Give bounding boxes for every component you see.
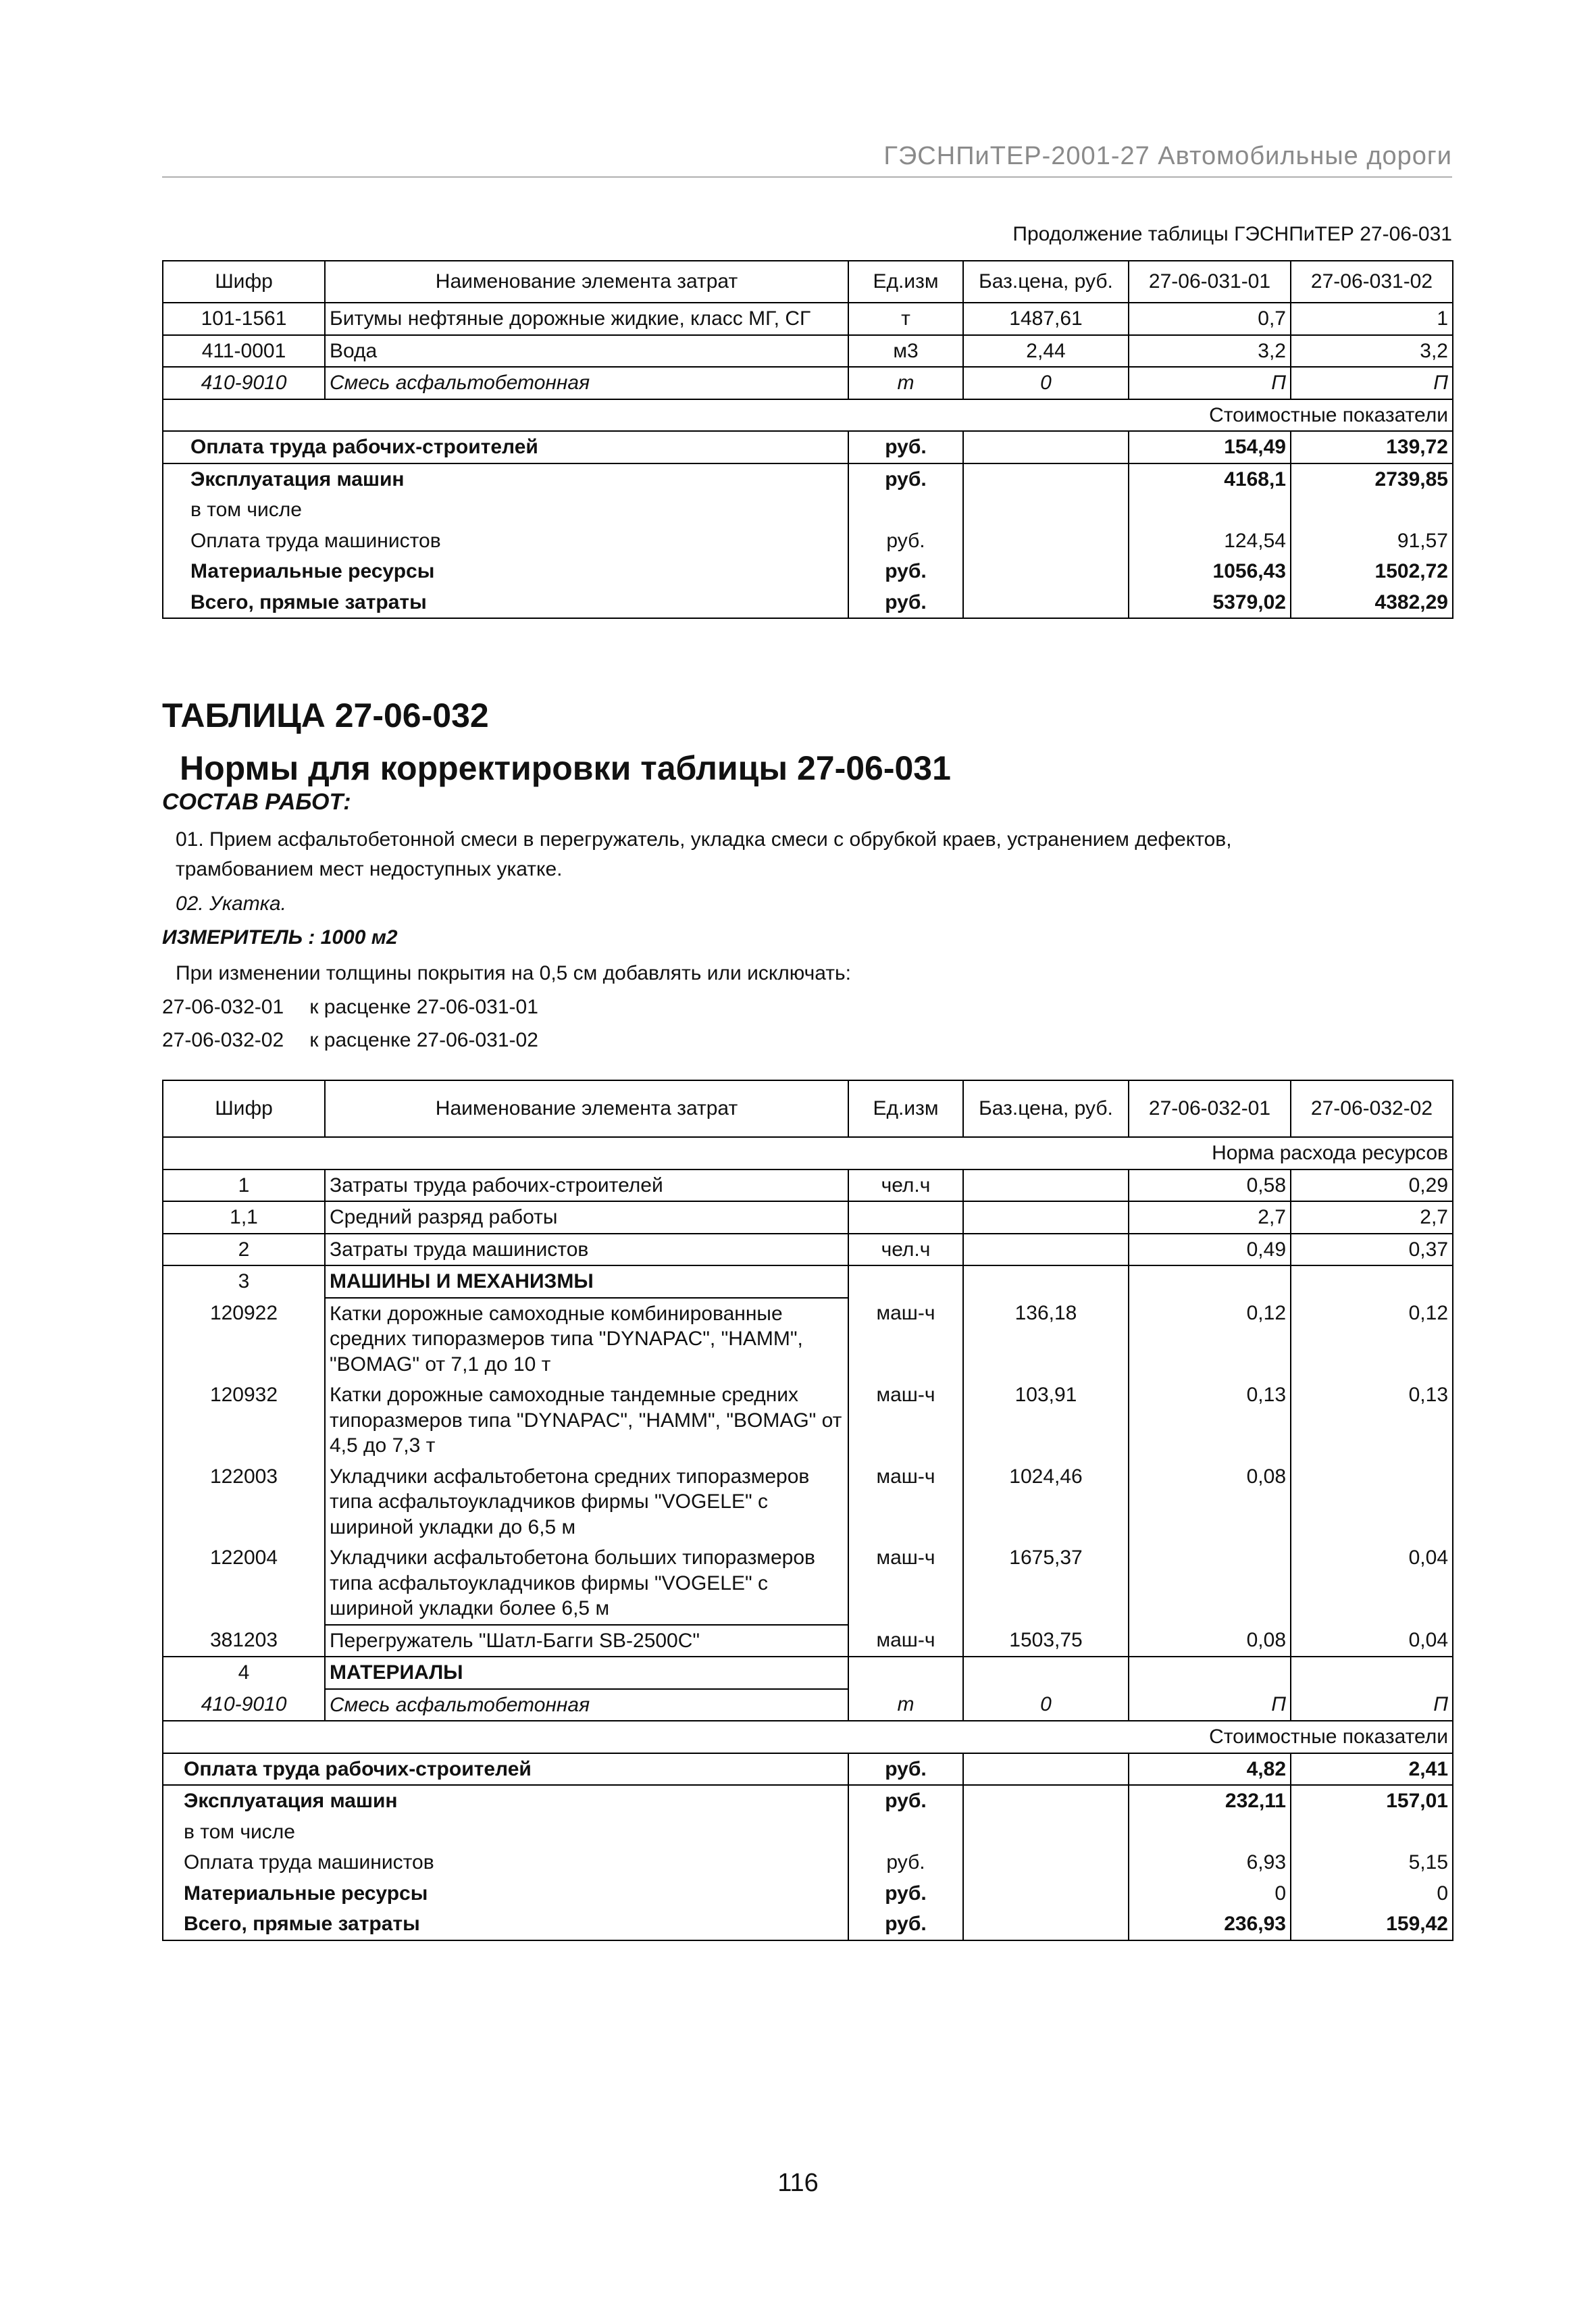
- cost-unit: руб.: [848, 556, 963, 587]
- cost-value-1: 4,82: [1129, 1753, 1291, 1786]
- row-price: 103,91: [963, 1380, 1129, 1461]
- row-unit: чел.ч: [848, 1169, 963, 1202]
- row-price: 1487,61: [963, 303, 1129, 335]
- table-row-section: [163, 1265, 1453, 1298]
- row-price: [963, 1234, 1129, 1266]
- row-name: Укладчики асфальтобетона больших типоразмеров типа асфальтоукладчиков фирмы "VOGELE" с шириной укладки более 6,5 м: [325, 1542, 848, 1625]
- cost-header-row: [163, 399, 1453, 432]
- table-row: [163, 1234, 1453, 1266]
- cost-unit: руб.: [848, 1785, 963, 1817]
- row-value-1: П: [1129, 1689, 1291, 1721]
- row-unit: т: [848, 1689, 963, 1721]
- row-value-1: 0,58: [1129, 1169, 1291, 1202]
- row-name: Смесь асфальтобетонная: [325, 367, 848, 399]
- norm-header-row: [163, 1137, 1453, 1169]
- cost-value-1: 1056,43: [1129, 556, 1291, 587]
- table-number: ТАБЛИЦА 27-06-032: [162, 697, 489, 734]
- row-price: [963, 1265, 1129, 1298]
- row-code: 410-9010: [163, 1689, 325, 1721]
- table-row: [163, 1542, 1453, 1625]
- table-27-06-032: [162, 1080, 1453, 1941]
- row-value-1: 0,12: [1129, 1298, 1291, 1380]
- table-title: Нормы для корректировки таблицы 27-06-031: [180, 749, 951, 787]
- cost-row: [163, 431, 1453, 463]
- cost-value-2: 159,42: [1291, 1909, 1453, 1940]
- cost-value-2: [1291, 1817, 1453, 1848]
- cost-price-empty: [963, 1909, 1129, 1940]
- row-code: 101-1561: [163, 303, 325, 335]
- row-code: 410-9010: [163, 367, 325, 399]
- table-header-row: [163, 1080, 1453, 1137]
- cost-value-2: 91,57: [1291, 526, 1453, 557]
- row-price: 1503,75: [963, 1625, 1129, 1657]
- page-number: 116: [777, 2169, 819, 2197]
- cost-value-2: 4382,29: [1291, 587, 1453, 619]
- cost-unit: [848, 495, 963, 526]
- cost-value-1: 154,49: [1129, 431, 1291, 463]
- row-value-2: 0,29: [1291, 1169, 1453, 1202]
- header-rate-2: 27-06-031-02: [1291, 261, 1453, 303]
- cost-row: [163, 1847, 1453, 1878]
- row-unit: [848, 1657, 963, 1689]
- row-name: Средний разряд работы: [325, 1201, 848, 1234]
- work-item-2: 02. Укатка.: [176, 892, 286, 915]
- row-unit: маш-ч: [848, 1542, 963, 1625]
- row-unit: т: [848, 367, 963, 399]
- cost-value-1: [1129, 495, 1291, 526]
- row-value-1: П: [1129, 367, 1291, 399]
- running-header: ГЭСНПиТЕР-2001-27 Автомобильные дороги: [162, 142, 1452, 178]
- row-name: МАШИНЫ И МЕХАНИЗМЫ: [325, 1265, 848, 1298]
- row-value-2: П: [1291, 1689, 1453, 1721]
- row-value-1: 0,7: [1129, 303, 1291, 335]
- cost-name: Всего, прямые затраты: [163, 1909, 848, 1940]
- table-27-06-031-continuation: [162, 260, 1453, 619]
- row-value-2: П: [1291, 367, 1453, 399]
- table-row: [163, 335, 1453, 368]
- row-price: [963, 1201, 1129, 1234]
- reference-2-text: к расценке 27-06-031-02: [309, 1029, 538, 1051]
- row-code: 1: [163, 1169, 325, 1202]
- cost-price-empty: [963, 495, 1129, 526]
- row-unit: маш-ч: [848, 1298, 963, 1380]
- header-price: Баз.цена, руб.: [963, 1080, 1129, 1137]
- header-rate-1: 27-06-032-01: [1129, 1080, 1291, 1137]
- cost-unit: [848, 1817, 963, 1848]
- row-price: 136,18: [963, 1298, 1129, 1380]
- header-code: Шифр: [163, 261, 325, 303]
- row-price: [963, 1169, 1129, 1202]
- cost-value-1: 0: [1129, 1878, 1291, 1909]
- row-value-2: 0,12: [1291, 1298, 1453, 1380]
- row-code: 381203: [163, 1625, 325, 1657]
- cost-value-2: 157,01: [1291, 1785, 1453, 1817]
- cost-name: Эксплуатация машин: [163, 463, 848, 495]
- cost-price-empty: [963, 1817, 1129, 1848]
- row-unit: [848, 1265, 963, 1298]
- cost-name: Оплата труда рабочих-строителей: [163, 431, 848, 463]
- row-unit: маш-ч: [848, 1380, 963, 1461]
- row-unit: м3: [848, 335, 963, 368]
- cost-value-1: 6,93: [1129, 1847, 1291, 1878]
- table-row: [163, 1461, 1453, 1543]
- table-row: [163, 1625, 1453, 1657]
- row-name: Катки дорожные самоходные тандемные средних типоразмеров типа "DYNAPAC", "HAMM", "BOMAG" от 4,5 до 7,3 т: [325, 1380, 848, 1461]
- row-value-2: 2,7: [1291, 1201, 1453, 1234]
- cost-name: Оплата труда рабочих-строителей: [163, 1753, 848, 1786]
- row-unit: чел.ч: [848, 1234, 963, 1266]
- row-value-2: [1291, 1265, 1453, 1298]
- cost-header: Стоимостные показатели: [163, 1721, 1453, 1753]
- cost-name: в том числе: [163, 495, 848, 526]
- row-code: 122004: [163, 1542, 325, 1625]
- cost-name: Оплата труда машинистов: [163, 1847, 848, 1878]
- cost-unit: руб.: [848, 1909, 963, 1940]
- cost-name: Материальные ресурсы: [163, 1878, 848, 1909]
- row-value-1: [1129, 1542, 1291, 1625]
- cost-row-total: [163, 587, 1453, 619]
- row-value-2: 1: [1291, 303, 1453, 335]
- table-row: [163, 1201, 1453, 1234]
- row-value-1: 3,2: [1129, 335, 1291, 368]
- row-code: 411-0001: [163, 335, 325, 368]
- cost-value-1: 236,93: [1129, 1909, 1291, 1940]
- cost-price-empty: [963, 526, 1129, 557]
- row-name: Затраты труда рабочих-строителей: [325, 1169, 848, 1202]
- cost-value-2: 139,72: [1291, 431, 1453, 463]
- row-name: Катки дорожные самоходные комбинированные средних типоразмеров типа "DYNAPAC", "HAMM", "BOMAG" от 7,1 до 10 т: [325, 1298, 848, 1380]
- row-value-1: 0,08: [1129, 1461, 1291, 1543]
- thickness-note: При изменении толщины покрытия на 0,5 см добавлять или исключать:: [176, 962, 851, 984]
- cost-unit: руб.: [848, 463, 963, 495]
- cost-row: [163, 1817, 1453, 1848]
- row-code: 120932: [163, 1380, 325, 1461]
- row-name: Затраты труда машинистов: [325, 1234, 848, 1266]
- row-value-2: [1291, 1461, 1453, 1543]
- cost-row: [163, 495, 1453, 526]
- row-name: Перегружатель "Шатл-Багги SB-2500C": [325, 1625, 848, 1657]
- section-heading: [162, 696, 1452, 1055]
- row-unit: [848, 1201, 963, 1234]
- table-row: [163, 1169, 1453, 1202]
- row-name: МАТЕРИАЛЫ: [325, 1657, 848, 1689]
- cost-value-1: [1129, 1817, 1291, 1848]
- table-row: [163, 367, 1453, 399]
- row-price: 0: [963, 1689, 1129, 1721]
- row-unit: маш-ч: [848, 1625, 963, 1657]
- header-unit: Ед.изм: [848, 261, 963, 303]
- header-name: Наименование элемента затрат: [325, 261, 848, 303]
- row-value-1: [1129, 1265, 1291, 1298]
- cost-value-1: 4168,1: [1129, 463, 1291, 495]
- cost-header: Стоимостные показатели: [163, 399, 1453, 432]
- row-value-2: 0,37: [1291, 1234, 1453, 1266]
- cost-price-empty: [963, 1878, 1129, 1909]
- table-row: [163, 1380, 1453, 1461]
- norm-header: Норма расхода ресурсов: [163, 1137, 1453, 1169]
- reference-2-code: 27-06-032-02: [162, 1029, 284, 1051]
- row-price: [963, 1657, 1129, 1689]
- row-price: 0: [963, 367, 1129, 399]
- row-code: 4: [163, 1657, 325, 1689]
- cost-value-2: 2,41: [1291, 1753, 1453, 1786]
- cost-row: [163, 556, 1453, 587]
- cost-price-empty: [963, 1753, 1129, 1786]
- row-value-1: 2,7: [1129, 1201, 1291, 1234]
- composition-label: СОСТАВ РАБОТ:: [162, 789, 351, 815]
- cost-unit: руб.: [848, 1847, 963, 1878]
- row-value-2: 0,04: [1291, 1542, 1453, 1625]
- row-price: 1024,46: [963, 1461, 1129, 1543]
- row-value-2: 3,2: [1291, 335, 1453, 368]
- table-row-section: [163, 1657, 1453, 1689]
- row-price: 2,44: [963, 335, 1129, 368]
- cost-value-2: 2739,85: [1291, 463, 1453, 495]
- cost-value-2: [1291, 495, 1453, 526]
- header-code: Шифр: [163, 1080, 325, 1137]
- header-name: Наименование элемента затрат: [325, 1080, 848, 1137]
- row-value-2: [1291, 1657, 1453, 1689]
- reference-1: [162, 992, 1452, 1022]
- cost-name: Материальные ресурсы: [163, 556, 848, 587]
- cost-price-empty: [963, 1785, 1129, 1817]
- cost-row: [163, 1753, 1453, 1786]
- row-code: 2: [163, 1234, 325, 1266]
- measurer: ИЗМЕРИТЕЛЬ : 1000 м2: [162, 926, 398, 949]
- reference-1-text: к расценке 27-06-031-01: [309, 995, 538, 1018]
- row-price: 1675,37: [963, 1542, 1129, 1625]
- row-name: Вода: [325, 335, 848, 368]
- cost-value-1: 5379,02: [1129, 587, 1291, 619]
- cost-price-empty: [963, 1847, 1129, 1878]
- row-unit: т: [848, 303, 963, 335]
- cost-row: [163, 526, 1453, 557]
- row-value-1: 0,13: [1129, 1380, 1291, 1461]
- table-continuation-caption: Продолжение таблицы ГЭСНПиТЕР 27-06-031: [1012, 223, 1452, 245]
- header-unit: Ед.изм: [848, 1080, 963, 1137]
- header-price: Баз.цена, руб.: [963, 261, 1129, 303]
- cost-value-2: 0: [1291, 1878, 1453, 1909]
- header-rate-1: 27-06-031-01: [1129, 261, 1291, 303]
- cost-row: [163, 463, 1453, 495]
- row-value-1: 0,08: [1129, 1625, 1291, 1657]
- cost-name: Оплата труда машинистов: [163, 526, 848, 557]
- row-code: 122003: [163, 1461, 325, 1543]
- row-name: Смесь асфальтобетонная: [325, 1689, 848, 1721]
- table-header-row: [163, 261, 1453, 303]
- row-code: 1,1: [163, 1201, 325, 1234]
- cost-row: [163, 1878, 1453, 1909]
- header-rate-2: 27-06-032-02: [1291, 1080, 1453, 1137]
- cost-unit: руб.: [848, 526, 963, 557]
- cost-value-1: 124,54: [1129, 526, 1291, 557]
- cost-unit: руб.: [848, 1753, 963, 1786]
- row-name: Укладчики асфальтобетона средних типоразмеров типа асфальтоукладчиков фирмы "VOGELE" с шириной укладки до 6,5 м: [325, 1461, 848, 1543]
- table-row: [163, 1689, 1453, 1721]
- row-name: Битумы нефтяные дорожные жидкие, класс МГ, СГ: [325, 303, 848, 335]
- cost-value-2: 1502,72: [1291, 556, 1453, 587]
- work-item-1: 01. Прием асфальтобетонной смеси в перегружатель, укладка смеси с обрубкой краев, устранением дефектов, трамбованием мест недоступных укатке.: [176, 828, 1232, 880]
- cost-name: в том числе: [163, 1817, 848, 1848]
- cost-row: [163, 1785, 1453, 1817]
- cost-name: Эксплуатация машин: [163, 1785, 848, 1817]
- row-code: 120922: [163, 1298, 325, 1380]
- row-value-1: 0,49: [1129, 1234, 1291, 1266]
- cost-price-empty: [963, 587, 1129, 619]
- row-value-1: [1129, 1657, 1291, 1689]
- cost-price-empty: [963, 463, 1129, 495]
- row-value-2: 0,04: [1291, 1625, 1453, 1657]
- cost-header-row: [163, 1721, 1453, 1753]
- cost-price-empty: [963, 431, 1129, 463]
- row-value-2: 0,13: [1291, 1380, 1453, 1461]
- reference-1-code: 27-06-032-01: [162, 995, 284, 1018]
- cost-unit: руб.: [848, 431, 963, 463]
- table-row: [163, 1298, 1453, 1380]
- cost-unit: руб.: [848, 1878, 963, 1909]
- cost-value-1: 232,11: [1129, 1785, 1291, 1817]
- cost-name: Всего, прямые затраты: [163, 587, 848, 619]
- reference-2: [162, 1026, 1452, 1055]
- cost-unit: руб.: [848, 587, 963, 619]
- cost-row-total: [163, 1909, 1453, 1940]
- cost-value-2: 5,15: [1291, 1847, 1453, 1878]
- row-code: 3: [163, 1265, 325, 1298]
- cost-price-empty: [963, 556, 1129, 587]
- table-row: [163, 303, 1453, 335]
- row-unit: маш-ч: [848, 1461, 963, 1543]
